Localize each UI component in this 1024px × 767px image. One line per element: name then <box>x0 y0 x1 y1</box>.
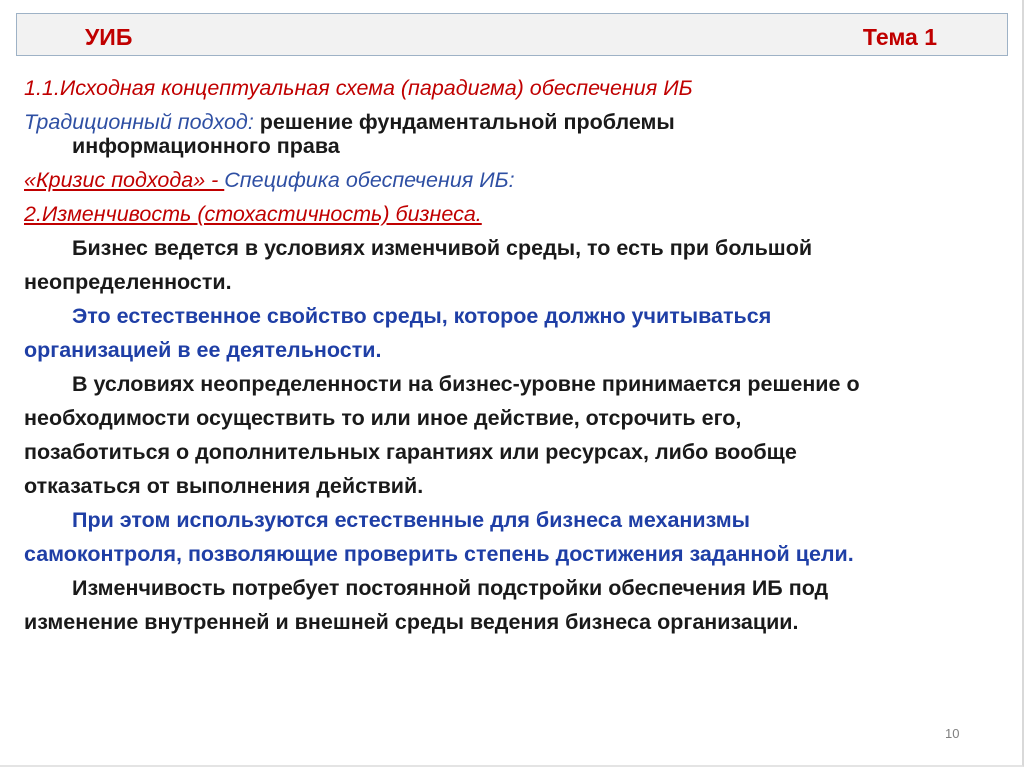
section-heading: 1.1.Исходная концептуальная схема (парадигма) обеспечения ИБ <box>24 76 693 100</box>
crisis-text: Специфика обеспечения ИБ: <box>224 168 515 192</box>
course-title: УИБ <box>85 24 133 50</box>
crisis-line <box>24 163 1004 197</box>
paragraph-3-line-2: необходимости осуществить то или иное действие, отсрочить его, <box>24 406 742 430</box>
paragraph-1-line-1: Бизнес ведется в условиях изменчивой среды, то есть при большой <box>72 236 813 260</box>
traditional-approach-label: Традиционный подход: <box>24 110 254 134</box>
slide-content <box>24 71 1004 639</box>
traditional-approach-continuation: информационного права <box>72 134 340 158</box>
paragraph-2-line-1: Это естественное свойство среды, которое должно учитываться <box>72 304 772 328</box>
traditional-approach-text: решение фундаментальной проблемы <box>253 110 675 134</box>
paragraph-2-line-2: организацией в ее деятельности. <box>24 338 382 362</box>
paragraph-5-line-2: изменение внутренней и внешней среды ведения бизнеса организации. <box>24 610 799 634</box>
paragraph-4-line-2: самоконтроля, позволяющие проверить степень достижения заданной цели. <box>24 542 854 566</box>
header-bar <box>16 13 1008 56</box>
paragraph-3-line-4: отказаться от выполнения действий. <box>24 474 424 498</box>
page-number: 10 <box>945 726 960 741</box>
paragraph-1-line-2: неопределенности. <box>24 270 232 294</box>
crisis-label: «Кризис подхода» - <box>24 168 225 192</box>
paragraph-3-line-3: позаботиться о дополнительных гарантиях или ресурсах, либо вообще <box>24 440 797 464</box>
paragraph-4-line-1: При этом используются естественные для бизнеса механизмы <box>72 508 751 532</box>
topic-title: Тема 1 <box>862 24 937 50</box>
paragraph-3-line-1: В условиях неопределенности на бизнес-уровне принимается решение о <box>72 372 860 396</box>
variability-heading: 2.Изменчивость (стохастичность) бизнеса. <box>24 202 482 226</box>
paragraph-5-line-1: Изменчивость потребует постоянной подстройки обеспечения ИБ под <box>72 576 829 600</box>
